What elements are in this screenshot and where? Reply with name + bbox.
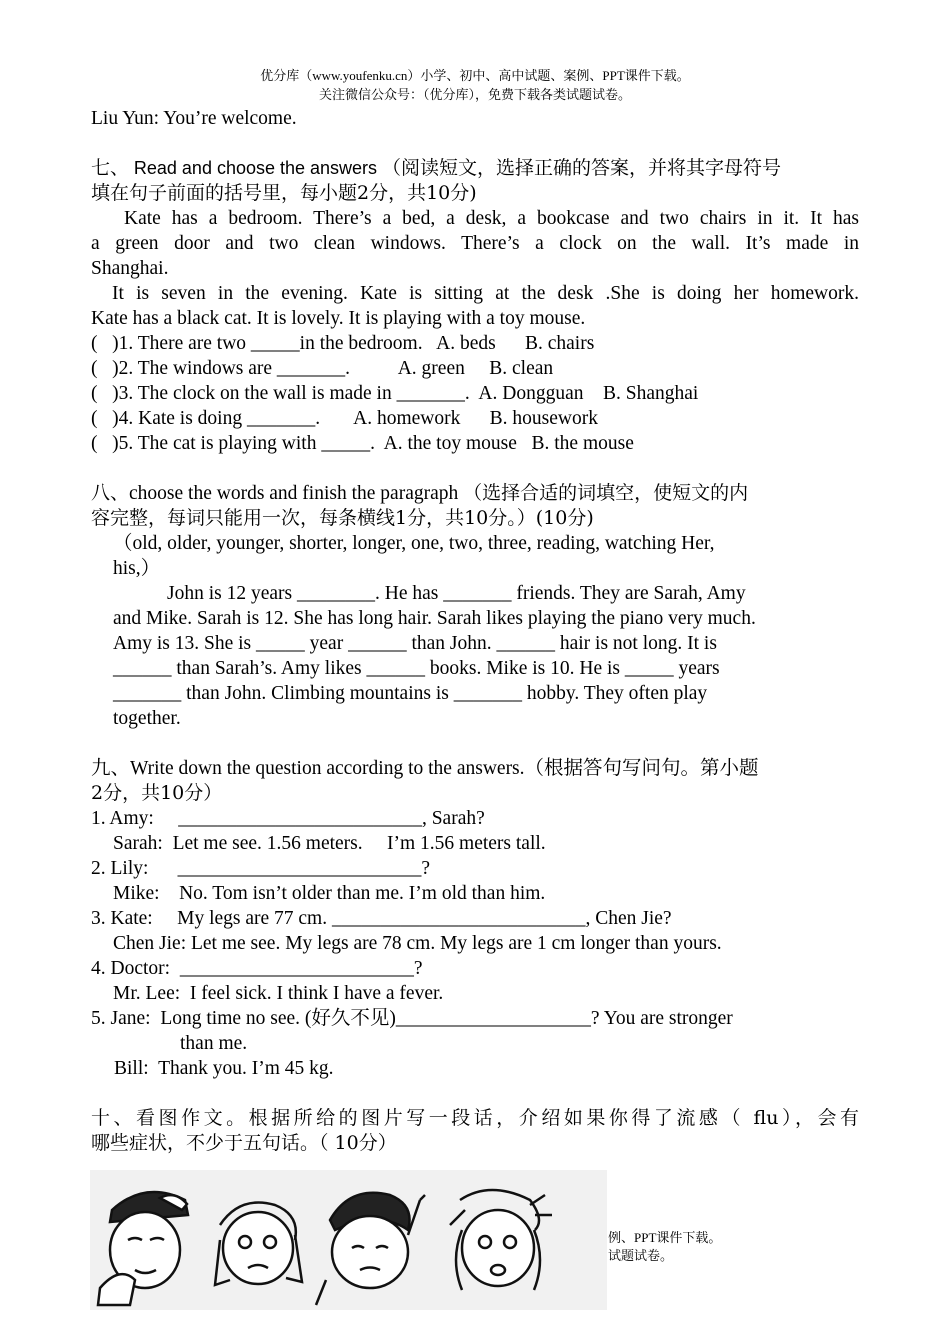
passage-7-p1-l3: Shanghai. bbox=[91, 258, 169, 279]
question-7-4: ( )4. Kate is doing _______. A. homework B. housework bbox=[91, 408, 598, 429]
passage-7-p1-l2: a green door and two clean windows. There’s a clock on the wall. It’s made in bbox=[91, 233, 859, 254]
section-9-title: 九、Write down the question according to the answers.（根据答句写问句。第小题 bbox=[91, 758, 759, 779]
q9-1-prompt: 1. Amy: _________________________, Sarah? bbox=[91, 808, 485, 829]
paragraph-8-line-2: and Mike. Sarah is 12. She has long hair. Sarah likes playing the piano very much. bbox=[113, 608, 756, 629]
section-7-title-en: Read and choose the answers bbox=[133, 158, 378, 178]
q9-3-prompt: 3. Kate: My legs are 77 cm. __________________________, Chen Jie? bbox=[91, 908, 672, 929]
header-line-2: 关注微信公众号：（优分库），免费下载各类试题试卷。 bbox=[318, 87, 631, 102]
paragraph-8-line-1: John is 12 years ________. He has _______ friends. They are Sarah, Amy bbox=[167, 583, 746, 604]
word-bank-line-1: （old, older, younger, shorter, longer, one, two, three, reading, watching Her, bbox=[113, 533, 715, 554]
section-7-title-cn: （阅读短文，选择正确的答案，并将其字母符号 bbox=[381, 157, 781, 179]
footer-fragment-1: 例、PPT课件下载。 bbox=[608, 1230, 722, 1245]
section-8-title-cn-2: 容完整，每词只能用一次，每条横线1分，共10分。）(10分) bbox=[91, 507, 594, 529]
word-bank-line-2: his,） bbox=[113, 558, 161, 579]
q9-3-answer: Chen Jie: Let me see. My legs are 78 cm. My legs are 1 cm longer than yours. bbox=[113, 933, 722, 954]
q9-4-answer: Mr. Lee: I feel sick. I think I have a fever. bbox=[113, 983, 444, 1004]
question-7-5: ( )5. The cat is playing with _____. A. the toy mouse B. the mouse bbox=[91, 433, 634, 454]
question-7-3: ( )3. The clock on the wall is made in _______. A. Dongguan B. Shanghai bbox=[91, 383, 699, 404]
flu-symptoms-picture bbox=[90, 1170, 607, 1310]
section-10-title-2: 哪些症状，不少于五句话。（ 10分） bbox=[91, 1132, 397, 1154]
section-7-title bbox=[91, 156, 859, 181]
paragraph-8-line-5: _______ than John. Climbing mountains is _______ hobby. They often play bbox=[113, 683, 708, 704]
passage-7-p2-l2: Kate has a black cat. It is lovely. It is playing with a toy mouse. bbox=[91, 308, 586, 329]
q9-2-answer: Mike: No. Tom isn’t older than me. I’m old than him. bbox=[113, 883, 546, 904]
section-8-title-en: choose the words and finish the paragraph bbox=[129, 483, 459, 504]
header-line-1: 优分库（www.youfenku.cn）小学、初中、高中试题、案例、PPT课件下载。 bbox=[260, 68, 690, 83]
section-8-title bbox=[91, 481, 859, 506]
q9-5-answer: Bill: Thank you. I’m 45 kg. bbox=[114, 1058, 334, 1079]
question-7-1: ( )1. There are two _____in the bedroom. A. beds B. chairs bbox=[91, 333, 595, 354]
passage-7-p1-l1: Kate has a bedroom. There’s a bed, a desk, a bookcase and two chairs in it. It has bbox=[124, 208, 859, 229]
passage-7-p2-l1: It is seven in the evening. Kate is sitting at the desk .She is doing her homework. bbox=[112, 283, 859, 304]
section-8-title-cn: （选择合适的词填空，使短文的内 bbox=[463, 482, 749, 504]
liu-yun-line: Liu Yun: You’re welcome. bbox=[91, 108, 297, 129]
q9-5-prompt-cont: than me. bbox=[180, 1033, 248, 1054]
section-9-title-2: 2分，共10分） bbox=[91, 782, 223, 804]
section-8-number: 八、 bbox=[91, 482, 130, 504]
q9-2-prompt: 2. Lily: _________________________? bbox=[91, 858, 431, 879]
section-10-title: 十、看图作文。根据所给的图片写一段话，介绍如果你得了流感（ flu），会有 bbox=[91, 1107, 859, 1129]
section-7-number: 七、 bbox=[91, 157, 130, 179]
footer-fragment-2: 试题试卷。 bbox=[608, 1248, 674, 1263]
paragraph-8-line-6: together. bbox=[113, 708, 181, 729]
q9-5-prompt: 5. Jane: Long time no see. (好久不见)____________________? You are stronger bbox=[91, 1008, 733, 1029]
section-7-title-cn-2: 填在句子前面的括号里，每小题2分，共10分) bbox=[91, 182, 477, 204]
paragraph-8-line-3: Amy is 13. She is _____ year ______ than John. ______ hair is not long. It is bbox=[113, 633, 717, 654]
q9-4-prompt: 4. Doctor: ________________________? bbox=[91, 958, 423, 979]
question-7-2: ( )2. The windows are _______. A. green B. clean bbox=[91, 358, 554, 379]
q9-1-answer: Sarah: Let me see. 1.56 meters. I’m 1.56 meters tall. bbox=[113, 833, 546, 854]
paragraph-8-line-4: ______ than Sarah’s. Amy likes ______ books. Mike is 10. He is _____ years bbox=[113, 658, 720, 679]
